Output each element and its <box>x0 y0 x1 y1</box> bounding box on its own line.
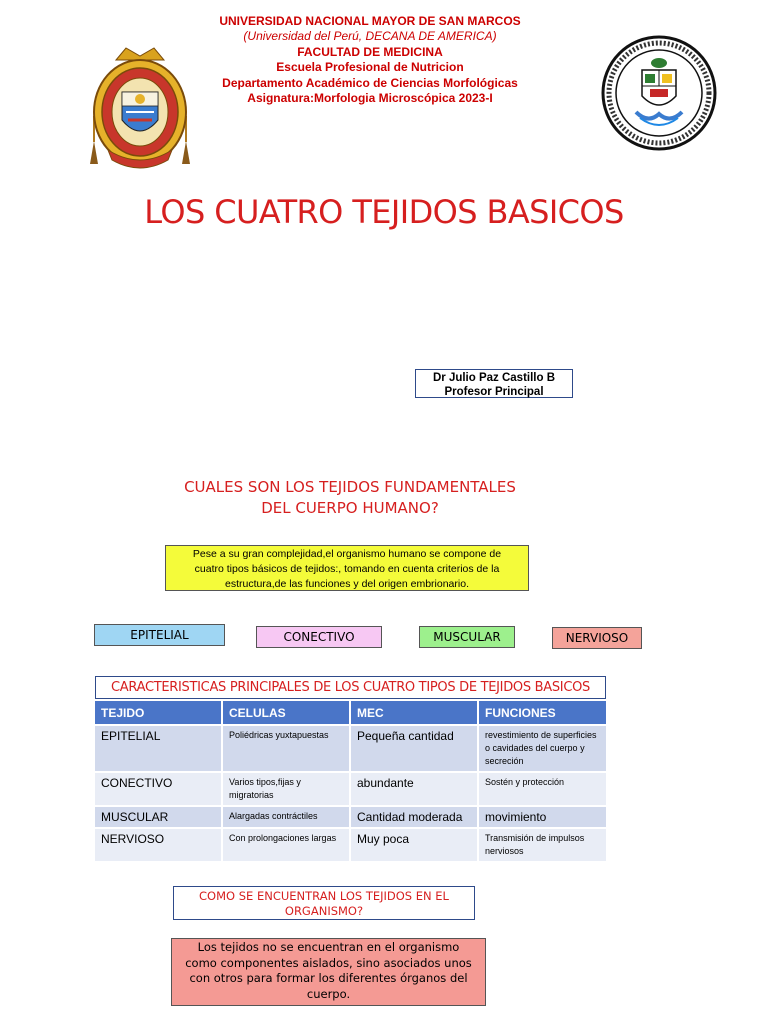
university-name: UNIVERSIDAD NACIONAL MAYOR DE SAN MARCOS <box>219 14 521 28</box>
question-2-line-1: COMO SE ENCUENTRAN LOS TEJIDOS EN EL <box>199 889 449 903</box>
course-name: Asignatura:Morfologia Microscópica 2023-I <box>247 91 493 106</box>
department-name: Departamento Académico de Ciencias Morfológicas <box>222 75 518 90</box>
question-heading-1 <box>170 477 530 518</box>
table-cell-mec: Muy poca <box>350 828 478 861</box>
table-cell-mec: Cantidad moderada <box>350 806 478 828</box>
table-header-celulas: CELULAS <box>222 701 350 725</box>
table-row <box>95 806 607 828</box>
characteristics-table <box>95 701 608 861</box>
question-2-line-2: ORGANISMO? <box>284 904 364 918</box>
table-header-mec: MEC <box>350 701 478 725</box>
author-box <box>415 369 573 398</box>
table-header-row <box>95 701 607 725</box>
question-1-line-2: DEL CUERPO HUMANO? <box>261 498 439 517</box>
page-title: LOS CUATRO TEJIDOS BASICOS <box>144 193 624 231</box>
answer-line-1: Los tejidos no se encuentran en el organismo <box>197 940 460 954</box>
document-header <box>150 14 590 106</box>
answer-line-2: como componentes aislados, sino asociados unos <box>185 955 472 970</box>
table-cell-celulas: Varios tipos,fijas y migratorias <box>222 772 350 806</box>
table-cell-tejido: EPITELIAL <box>95 725 222 772</box>
intro-box <box>165 545 529 591</box>
author-name: Dr Julio Paz Castillo B <box>432 372 556 384</box>
table-cell-tejido: MUSCULAR <box>95 806 222 828</box>
answer-box <box>171 938 486 1006</box>
tissue-box-muscular: MUSCULAR <box>419 626 515 648</box>
table-cell-mec: Pequeña cantidad <box>350 725 478 772</box>
tissue-box-epitelial: EPITELIAL <box>94 624 225 646</box>
question-1-line-1: CUALES SON LOS TEJIDOS FUNDAMENTALES <box>184 478 516 496</box>
answer-line-3: con otros para formar los diferentes órganos del <box>189 971 468 985</box>
university-seal-logo <box>86 46 194 172</box>
question-heading-2 <box>173 886 475 920</box>
table-cell-mec: abundante <box>350 772 478 806</box>
answer-line-4: cuerpo. <box>306 986 351 1001</box>
table-row <box>95 725 607 772</box>
table-cell-funciones: revestimiento de superficies o cavidades del cuerpo y secreción <box>478 725 607 772</box>
table-title: CARACTERISTICAS PRINCIPALES DE LOS CUATRO TIPOS DE TEJIDOS BASICOS <box>95 676 606 699</box>
school-name: Escuela Profesional de Nutricion <box>276 60 464 75</box>
table-cell-tejido: NERVIOSO <box>95 828 222 861</box>
table-header-funciones: FUNCIONES <box>478 701 607 725</box>
table-cell-funciones: Transmisión de impulsos nerviosos <box>478 828 607 861</box>
table-cell-celulas: Con prolongaciones largas <box>222 828 350 861</box>
author-role: Profesor Principal <box>444 386 544 398</box>
tissue-box-nervioso: NERVIOSO <box>552 627 642 649</box>
table-cell-tejido: CONECTIVO <box>95 772 222 806</box>
table-cell-funciones: Sostén y protección <box>478 772 607 806</box>
faculty-name: FACULTAD DE MEDICINA <box>297 44 443 59</box>
intro-line-1: Pese a su gran complejidad,el organismo humano se compone de <box>192 548 502 560</box>
table-cell-celulas: Alargadas contráctiles <box>222 806 350 828</box>
intro-line-2: cuatro tipos básicos de tejidos:, tomando en cuenta criterios de la <box>194 563 500 575</box>
university-subtitle: (Universidad del Perú, DECANA DE AMERICA) <box>243 29 497 44</box>
table-cell-celulas: Poliédricas yuxtapuestas <box>222 725 350 772</box>
table-row <box>95 772 607 806</box>
intro-line-3: estructura,de las funciones y del origen embrionario. <box>225 578 469 590</box>
table-cell-funciones: movimiento <box>478 806 607 828</box>
tissue-box-conectivo: CONECTIVO <box>256 626 382 648</box>
table-header-tejido: TEJIDO <box>95 701 222 725</box>
table-row <box>95 828 607 861</box>
faculty-seal-logo <box>600 34 718 152</box>
